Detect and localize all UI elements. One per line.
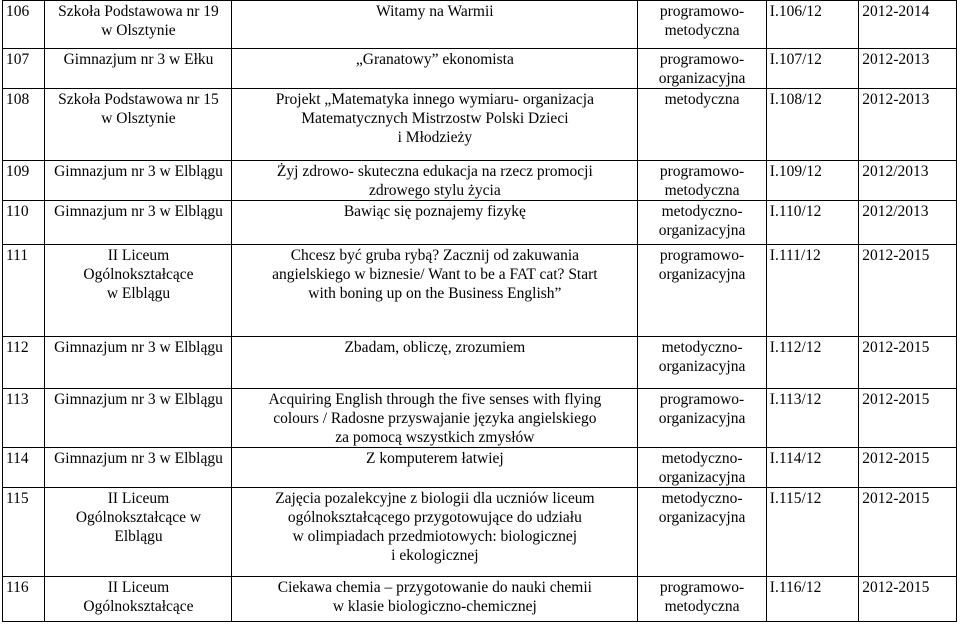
years-range-cell <box>859 389 957 448</box>
table-row <box>3 577 957 622</box>
row-number: 113 <box>6 391 29 408</box>
project-title-cell <box>232 448 638 488</box>
project-title: Zajęcia pozalekcyjne z biologii dla uczniów liceum ogólnokształcącego przygotowujące do udziału w olimpiadach przedmiotowych: biologicznej i ekologicznej <box>275 490 595 564</box>
row-number-cell <box>3 488 45 577</box>
school-name-cell <box>45 201 232 245</box>
registration-number: I.108/12 <box>769 91 822 108</box>
row-number: 108 <box>6 91 30 108</box>
row-number-cell <box>3 89 45 161</box>
years-range-cell <box>859 245 957 337</box>
school-name: Szkoła Podstawowa nr 15 w Olsztynie <box>58 91 219 127</box>
innovation-type: programowo- organizacyjna <box>658 391 746 427</box>
project-title-cell <box>232 337 638 389</box>
registration-number-cell <box>766 89 858 161</box>
table-row <box>3 488 957 577</box>
table-row <box>3 201 957 245</box>
years-range-cell <box>859 577 957 622</box>
innovation-type-cell <box>638 577 767 622</box>
innovation-type: metodyczno- organizacyjna <box>658 203 746 239</box>
years-range: 2012-2014 <box>862 3 930 20</box>
row-number: 107 <box>6 51 30 68</box>
school-name-cell <box>45 488 232 577</box>
row-number-cell <box>3 1 45 49</box>
registration-number-cell <box>766 49 858 89</box>
school-name-cell <box>45 389 232 448</box>
registration-number-cell <box>766 201 858 245</box>
years-range-cell <box>859 448 957 488</box>
table-row <box>3 89 957 161</box>
project-title: Zbadam, obliczę, zrozumiem <box>344 339 526 356</box>
registration-number-cell <box>766 161 858 201</box>
project-title: Projekt „Matematyka innego wymiaru- organizacja Matematycznych Mistrzostw Polski Dzieci i Młodzieży <box>275 91 594 146</box>
row-number: 106 <box>6 3 30 20</box>
school-name-cell <box>45 577 232 622</box>
years-range: 2012-2015 <box>862 450 930 467</box>
project-title: Żyj zdrowo- skuteczna edukacja na rzecz promocji zdrowego stylu życia <box>276 163 593 199</box>
project-title-cell <box>232 201 638 245</box>
registration-number-cell <box>766 488 858 577</box>
project-title-cell <box>232 577 638 622</box>
innovation-type-cell <box>638 389 767 448</box>
registration-number: I.112/12 <box>769 339 822 356</box>
school-name-cell <box>45 89 232 161</box>
school-name: Gimnazjum nr 3 w Ełku <box>63 51 214 68</box>
table-row <box>3 49 957 89</box>
school-name-cell <box>45 448 232 488</box>
row-number-cell <box>3 577 45 622</box>
row-number: 111 <box>6 247 29 264</box>
innovation-type: metodyczno- organizacyjna <box>658 450 746 486</box>
table-row <box>3 448 957 488</box>
school-name: II Liceum Ogólnokształcące <box>83 579 194 615</box>
years-range-cell <box>859 488 957 577</box>
innovation-type-cell <box>638 89 767 161</box>
school-name: Gimnazjum nr 3 w Elblągu <box>54 163 223 180</box>
project-title: Z komputerem łatwiej <box>365 450 504 467</box>
table-body <box>3 1 957 622</box>
table-row <box>3 245 957 337</box>
row-number: 114 <box>6 450 29 467</box>
row-number: 115 <box>6 490 29 507</box>
row-number-cell <box>3 201 45 245</box>
registration-number: I.113/12 <box>769 391 822 408</box>
registration-number-cell <box>766 1 858 49</box>
school-name-cell <box>45 161 232 201</box>
project-title-cell <box>232 245 638 337</box>
school-name: II Liceum Ogólnokształcące w Elblągu <box>83 247 194 302</box>
row-number-cell <box>3 337 45 389</box>
project-title-cell <box>232 89 638 161</box>
years-range: 2012-2015 <box>862 247 930 264</box>
years-range: 2012-2013 <box>862 91 930 108</box>
project-title-cell <box>232 488 638 577</box>
innovation-type-cell <box>638 488 767 577</box>
registration-number-cell <box>766 577 858 622</box>
innovation-type-cell <box>638 201 767 245</box>
registration-number: I.107/12 <box>769 51 822 68</box>
innovation-type: metodyczna <box>664 91 740 108</box>
row-number: 112 <box>6 339 29 356</box>
row-number: 109 <box>6 163 30 180</box>
row-number-cell <box>3 49 45 89</box>
innovation-type: metodyczno- organizacyjna <box>658 490 746 526</box>
registration-number-cell <box>766 337 858 389</box>
years-range-cell <box>859 201 957 245</box>
registration-number-cell <box>766 448 858 488</box>
innovation-type-cell <box>638 245 767 337</box>
years-range: 2012/2013 <box>862 203 929 220</box>
project-title: Acquiring English through the five senses with flying colours / Radosne przyswajanie języka angielskiego za pomocą wszystkich zmysłów <box>268 391 602 446</box>
project-title: Bawiąc się poznajemy fizykę <box>343 203 526 220</box>
innovation-type: programowo- metodyczna <box>659 163 745 199</box>
school-name: Gimnazjum nr 3 w Elblągu <box>54 450 223 467</box>
table-row <box>3 161 957 201</box>
school-name: Szkoła Podstawowa nr 19 w Olsztynie <box>58 3 219 39</box>
registration-number: I.109/12 <box>769 163 822 180</box>
school-name: Gimnazjum nr 3 w Elblągu <box>54 391 223 408</box>
registration-number: I.115/12 <box>769 490 822 507</box>
innovation-type-cell <box>638 49 767 89</box>
project-title-cell <box>232 161 638 201</box>
years-range-cell <box>859 49 957 89</box>
school-name: II Liceum Ogólnokształcące w Elblągu <box>75 490 202 545</box>
years-range-cell <box>859 1 957 49</box>
project-title-cell <box>232 49 638 89</box>
project-title: „Granatowy” ekonomista <box>355 51 514 68</box>
row-number-cell <box>3 389 45 448</box>
row-number: 110 <box>6 203 29 220</box>
registration-number: I.116/12 <box>769 579 822 596</box>
years-range: 2012-2015 <box>862 391 930 408</box>
project-title-cell <box>232 389 638 448</box>
innovation-type-cell <box>638 161 767 201</box>
innovation-type-cell <box>638 1 767 49</box>
table-row <box>3 389 957 448</box>
registration-number: I.106/12 <box>769 3 822 20</box>
innovation-type: metodyczno- organizacyjna <box>658 339 746 375</box>
registration-number: I.114/12 <box>769 450 822 467</box>
school-name-cell <box>45 1 232 49</box>
project-title: Chcesz być gruba rybą? Zacznij od zakuwania angielskiego w biznesie/ Want to be a FAT cat? Start with boning up on the Business English” <box>272 247 598 302</box>
registration-number-cell <box>766 245 858 337</box>
registration-number: I.110/12 <box>769 203 822 220</box>
years-range: 2012-2015 <box>862 490 930 507</box>
years-range: 2012-2015 <box>862 579 930 596</box>
row-number-cell <box>3 245 45 337</box>
project-title-cell <box>232 1 638 49</box>
school-name: Gimnazjum nr 3 w Elblągu <box>54 339 223 356</box>
years-range: 2012-2013 <box>862 51 930 68</box>
years-range: 2012/2013 <box>862 163 929 180</box>
innovation-type: programowo- metodyczna <box>659 579 745 615</box>
projects-table <box>2 0 957 622</box>
table-row <box>3 337 957 389</box>
school-name: Gimnazjum nr 3 w Elblągu <box>54 203 223 220</box>
row-number: 116 <box>6 579 29 596</box>
years-range-cell <box>859 161 957 201</box>
table-row <box>3 1 957 49</box>
innovation-type: programowo- organizacyjna <box>658 247 746 283</box>
registration-number-cell <box>766 389 858 448</box>
project-title: Witamy na Warmii <box>376 3 494 20</box>
row-number-cell <box>3 161 45 201</box>
innovation-type-cell <box>638 448 767 488</box>
years-range: 2012-2015 <box>862 339 930 356</box>
innovation-type: programowo- metodyczna <box>659 3 745 39</box>
school-name-cell <box>45 245 232 337</box>
school-name-cell <box>45 337 232 389</box>
innovation-type-cell <box>638 337 767 389</box>
school-name-cell <box>45 49 232 89</box>
innovation-type: programowo- organizacyjna <box>658 51 746 87</box>
years-range-cell <box>859 89 957 161</box>
registration-number: I.111/12 <box>769 247 821 264</box>
row-number-cell <box>3 448 45 488</box>
project-title: Ciekawa chemia – przygotowanie do nauki chemii w klasie biologiczno-chemicznej <box>277 579 592 615</box>
years-range-cell <box>859 337 957 389</box>
